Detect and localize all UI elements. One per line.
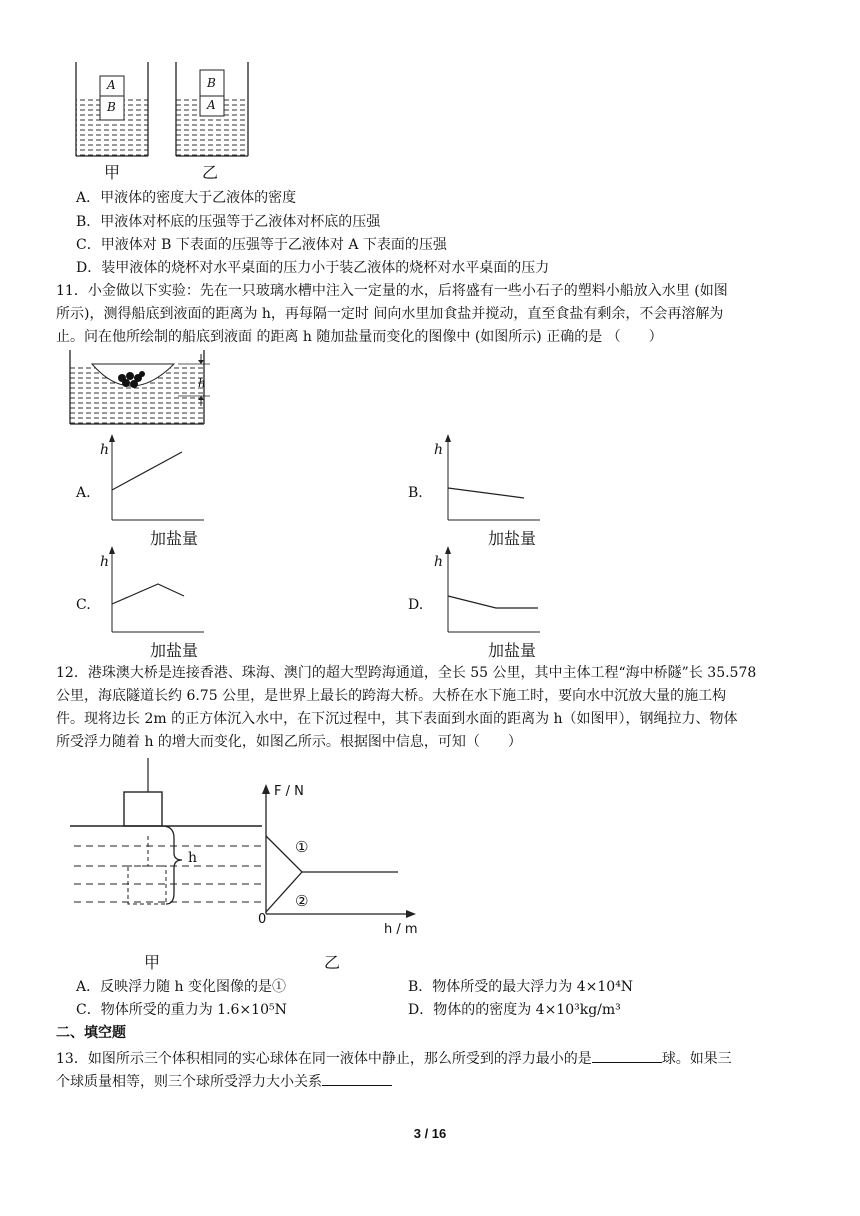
yi-block-a-label: A [207, 98, 216, 112]
q12-option-d: D．物体的的密度为 4×10³kg/m³ [408, 1002, 621, 1018]
q12-y-axis-label: F / N [274, 784, 304, 799]
q11-stem-line3: 止。问在他所绘制的船底到液面 的距离 h 随加盐量而变化的图像中 (如图所示) 正确的是 （ ） [56, 329, 663, 345]
q12-origin-label: 0 [258, 912, 267, 927]
q11-stem-line2: 所示)，测得船底到液面的距离为 h，再每隔一定时 间向水里加食盐并搅动，直至食盐有剩余，不会再溶解为 [56, 306, 724, 322]
fig-label-jia: 甲 [104, 163, 121, 182]
q13-line2-text: 个球质量相等，则三个球所受浮力大小关系 [56, 1074, 322, 1090]
q12-stem-line4: 所受浮力随着 h 的增大而变化，如图乙所示。根据图中信息，可知（ ） [56, 734, 522, 750]
q11-graph-c-ylabel: h [100, 554, 110, 570]
q13-line1-b: 球。如果三 [661, 1051, 732, 1067]
q11-option-d: D. [408, 597, 424, 613]
boat-h-label: h [198, 376, 206, 390]
q12-stem-line3: 件。现将边长 2m 的正方体沉入水中，在下沉过程中，其下表面到水面的距离为 h（如图甲），钢绳拉力、物体 [56, 711, 738, 727]
page-number: 3 / 16 [413, 1126, 447, 1141]
q12-fig-jia-label: 甲 [144, 953, 161, 972]
q11-boat-figure [70, 350, 220, 430]
q12-figure-jia [70, 758, 270, 938]
jia-block-b-label: B [107, 100, 116, 114]
q11-graph-a [104, 434, 214, 524]
q12-option-a: A．反映浮力随 h 变化图像的是① [76, 979, 287, 995]
q11-graph-d-ylabel: h [434, 554, 444, 570]
q11-graph-d [440, 546, 550, 636]
q12-option-c: C．物体所受的重力为 1.6×10⁵N [76, 1002, 287, 1018]
q12-x-axis-label: h / m [384, 922, 418, 937]
q12-fig-yi-label: 乙 [324, 953, 341, 972]
q13-blank-2[interactable] [322, 1071, 392, 1086]
q11-graph-d-xlabel: 加盐量 [488, 641, 537, 660]
q13-line2 [56, 1071, 392, 1091]
q12-option-b: B．物体所受的最大浮力为 4×10⁴N [408, 979, 634, 995]
section-title: 二、填空题 [56, 1025, 126, 1041]
q12-figure-yi [258, 780, 438, 930]
q10-option-a: A．甲液体的密度大于乙液体的密度 [76, 190, 297, 206]
jia-block-a-label: A [107, 78, 116, 92]
q11-graph-b [440, 434, 550, 524]
q11-graph-a-xlabel: 加盐量 [150, 529, 199, 548]
q12-stem-line1: 12．港珠澳大桥是连接香港、珠海、澳门的超大型跨海通道，全长 55 公里，其中主体工程“海中桥隧”长 35.578 [56, 665, 757, 681]
q10-option-b: B．甲液体对杯底的压强等于乙液体对杯底的压强 [76, 214, 381, 230]
q11-stem-line1: 11．小金做以下实验：先在一只玻璃水槽中注入一定量的水，后将盛有一些小石子的塑料小船放入水里 (如图 [56, 283, 728, 299]
q11-option-c: C. [76, 597, 91, 613]
q10-option-d: D．装甲液体的烧杯对水平桌面的压力小于装乙液体的烧杯对水平桌面的压力 [76, 260, 550, 276]
q12-curve2-label: ② [295, 892, 309, 910]
q11-graph-a-ylabel: h [100, 442, 110, 458]
q10-beaker-figure [72, 62, 272, 172]
q11-graph-c-xlabel: 加盐量 [150, 641, 199, 660]
fig-label-yi: 乙 [202, 163, 219, 182]
q13-line1-a: 13．如图所示三个体积相同的实心球体在同一液体中静止，那么所受到的浮力最小的是 [56, 1051, 592, 1067]
yi-block-b-label: B [207, 76, 216, 90]
q11-graph-b-xlabel: 加盐量 [488, 529, 537, 548]
q12-curve1-label: ① [295, 838, 309, 856]
q10-option-c: C．甲液体对 B 下表面的压强等于乙液体对 A 下表面的压强 [76, 237, 447, 253]
q13-blank-1[interactable] [592, 1048, 662, 1063]
q12-h-label: h [188, 850, 198, 866]
q11-graph-b-ylabel: h [434, 442, 444, 458]
q11-graph-c [104, 546, 214, 636]
q13-line1 [56, 1048, 732, 1068]
q11-option-a: A. [76, 485, 91, 501]
q12-stem-line2: 公里，海底隧道长约 6.75 公里，是世界上最长的跨海大桥。大桥在水下施工时，要向水中沉放大量的施工构 [56, 688, 727, 704]
q11-option-b: B. [408, 485, 423, 501]
